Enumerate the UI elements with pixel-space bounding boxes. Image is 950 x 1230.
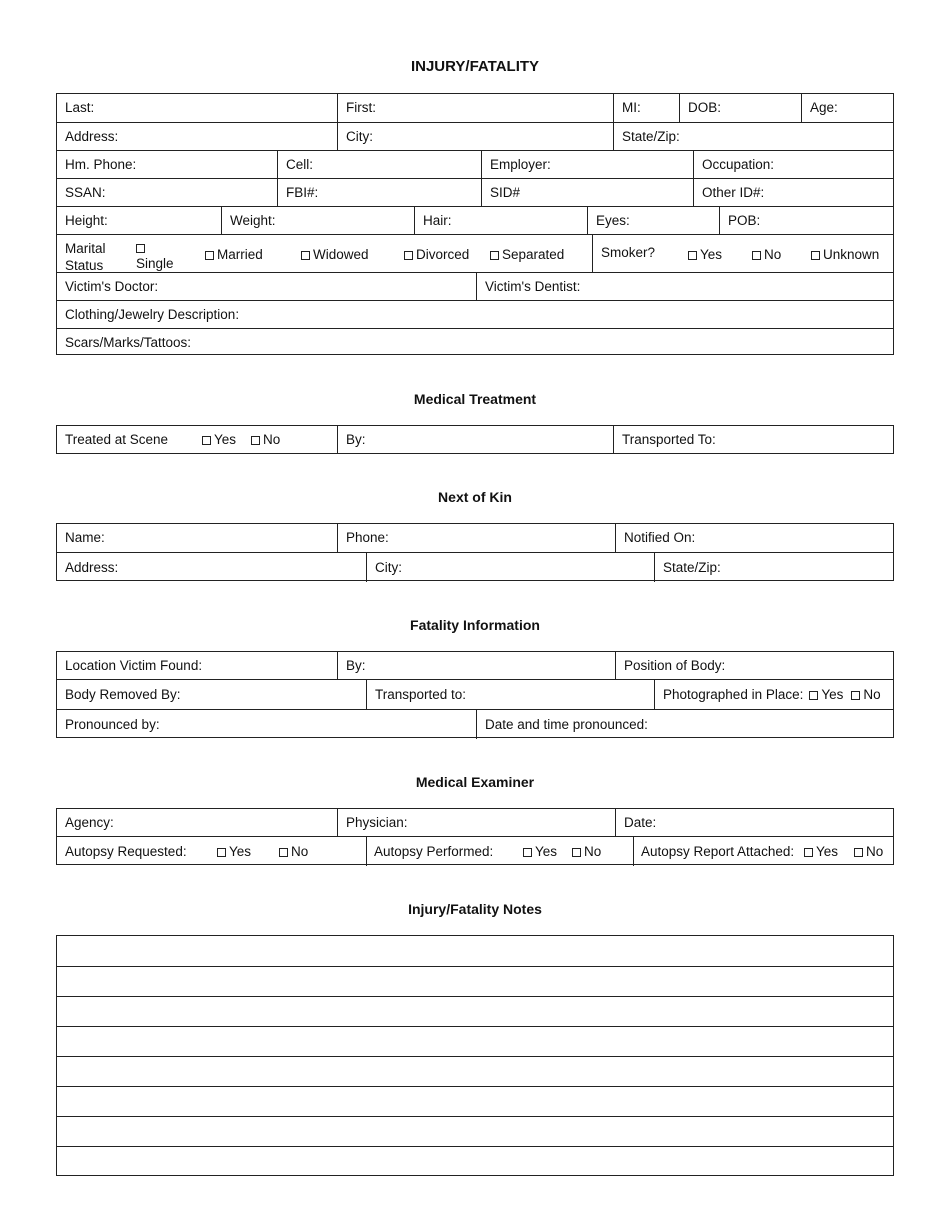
- scars-field[interactable]: [57, 329, 895, 356]
- sid-number-label: SID#: [490, 185, 521, 201]
- kin-address-field[interactable]: [57, 553, 366, 582]
- marital-single-checkbox[interactable]: [136, 241, 145, 255]
- medical-treatment-heading: Medical Treatment: [413, 391, 537, 407]
- examiner-row-2: [57, 836, 893, 866]
- marital-status-label: Marital Status: [65, 241, 106, 273]
- marital-single-label: Single: [136, 256, 174, 271]
- next-of-kin-row-2: [57, 552, 893, 582]
- examiner-divider-2: [633, 837, 634, 866]
- weight-field[interactable]: [221, 207, 414, 235]
- other-id-field[interactable]: [693, 179, 895, 207]
- autopsy-requested-yes-checkbox[interactable]: Yes: [217, 845, 251, 859]
- ssan-label: SSAN:: [65, 185, 106, 201]
- checkbox-icon: [490, 251, 499, 260]
- clothing-field[interactable]: [57, 301, 895, 329]
- notes-line[interactable]: [57, 996, 893, 1027]
- fatality-info-table: [56, 651, 894, 738]
- eyes-label: Eyes:: [596, 213, 630, 229]
- notes-line[interactable]: [57, 966, 893, 997]
- examiner-date-label: Date:: [624, 814, 657, 830]
- sid-number-field[interactable]: [481, 179, 693, 207]
- medical-examiner-table: [56, 808, 894, 865]
- page-title: INJURY/FATALITY: [410, 58, 540, 75]
- treated-no-checkbox[interactable]: No: [251, 433, 280, 447]
- kin-name-field[interactable]: [57, 524, 337, 552]
- victim-row-marital: [57, 234, 893, 273]
- first-name-field[interactable]: [337, 94, 613, 122]
- marital-divider: [592, 235, 593, 273]
- fatality-row-1: [57, 652, 893, 679]
- found-by-field[interactable]: [337, 652, 615, 679]
- photographed-label: Photographed in Place:: [663, 687, 804, 703]
- physician-field[interactable]: [337, 809, 615, 836]
- examiner-divider-1: [366, 837, 367, 866]
- checkbox-icon: [202, 436, 211, 445]
- photographed-yes-checkbox[interactable]: Yes: [809, 688, 843, 702]
- checkbox-icon: [404, 251, 413, 260]
- other-id-label: Other ID#:: [702, 185, 765, 201]
- occupation-label: Occupation:: [702, 157, 775, 173]
- address-field[interactable]: [57, 123, 337, 151]
- notes-line[interactable]: [57, 1086, 893, 1117]
- autopsy-requested-no-checkbox[interactable]: No: [279, 845, 308, 859]
- kin-name-label: Name:: [65, 530, 105, 546]
- checkbox-icon: [251, 436, 260, 445]
- fatality-row-3: [57, 709, 893, 739]
- kin-city-field[interactable]: [366, 553, 654, 582]
- weight-label: Weight:: [230, 213, 276, 229]
- checkbox-icon: [572, 848, 581, 857]
- checkbox-icon: [205, 251, 214, 260]
- photographed-field: [654, 680, 895, 710]
- last-name-field[interactable]: [57, 94, 337, 122]
- notes-heading: Injury/Fatality Notes: [408, 901, 542, 917]
- body-removed-by-label: Body Removed By:: [65, 687, 181, 703]
- next-of-kin-row-1: [57, 524, 893, 552]
- checkbox-icon: [804, 848, 813, 857]
- cell-phone-label: Cell:: [286, 157, 314, 173]
- victim-dentist-field[interactable]: [476, 273, 895, 301]
- address-label: Address:: [65, 129, 119, 145]
- checkbox-icon: [301, 251, 310, 260]
- fatality-info-heading: Fatality Information: [410, 617, 540, 633]
- treated-by-field[interactable]: [337, 426, 613, 453]
- position-of-body-field[interactable]: [615, 652, 895, 679]
- kin-notified-on-field[interactable]: [615, 524, 895, 552]
- marital-separated-checkbox[interactable]: Separated: [490, 248, 564, 262]
- physician-label: Physician:: [346, 814, 408, 830]
- kin-address-label: Address:: [65, 559, 119, 575]
- transported-to-field[interactable]: [613, 426, 895, 453]
- agency-field[interactable]: [57, 809, 337, 836]
- kin-phone-field[interactable]: [337, 524, 615, 552]
- transported-to-label: Transported To:: [622, 431, 716, 447]
- kin-city-label: City:: [375, 559, 402, 575]
- autopsy-performed-yes-checkbox[interactable]: Yes: [523, 845, 557, 859]
- hair-field[interactable]: [414, 207, 587, 235]
- smoker-unknown-checkbox[interactable]: Unknown: [811, 248, 879, 262]
- autopsy-performed-label: Autopsy Performed:: [374, 844, 494, 859]
- city-field[interactable]: [337, 123, 613, 151]
- first-name-label: First:: [346, 100, 376, 116]
- treated-yes-checkbox[interactable]: Yes: [202, 433, 236, 447]
- agency-label: Agency:: [65, 814, 114, 830]
- marital-divorced-checkbox[interactable]: Divorced: [404, 248, 469, 262]
- checkbox-icon: [851, 691, 860, 700]
- pronounced-by-field[interactable]: [57, 710, 476, 739]
- checkbox-icon: [688, 251, 697, 260]
- hair-label: Hair:: [423, 213, 452, 229]
- marital-married-checkbox[interactable]: Married: [205, 248, 263, 262]
- notes-line[interactable]: [57, 1146, 893, 1176]
- autopsy-requested-label: Autopsy Requested:: [65, 844, 187, 859]
- dob-field[interactable]: [679, 94, 801, 122]
- victim-row-phone: [57, 150, 893, 179]
- state-zip-label: State/Zip:: [622, 129, 680, 145]
- victim-doctor-field[interactable]: [57, 273, 476, 301]
- body-removed-by-field[interactable]: [57, 680, 366, 710]
- examiner-date-field[interactable]: [615, 809, 895, 836]
- pronounced-by-label: Pronounced by:: [65, 716, 160, 732]
- smoker-yes-checkbox[interactable]: Yes: [688, 248, 722, 262]
- next-of-kin-heading: Next of Kin: [438, 489, 512, 505]
- notes-table: [56, 935, 894, 1176]
- checkbox-icon: [811, 251, 820, 260]
- employer-field[interactable]: [481, 151, 693, 179]
- kin-phone-label: Phone:: [346, 530, 389, 546]
- next-of-kin-table: [56, 523, 894, 581]
- autopsy-report-yes-checkbox[interactable]: Yes: [804, 845, 838, 859]
- fatality-row-2: [57, 679, 893, 710]
- location-found-field[interactable]: [57, 652, 337, 679]
- victim-row-name: [57, 94, 893, 122]
- height-field[interactable]: [57, 207, 221, 235]
- mi-label: MI:: [622, 100, 641, 116]
- medical-examiner-heading: Medical Examiner: [415, 774, 535, 790]
- pob-label: POB:: [728, 213, 761, 229]
- body-transported-to-label: Transported to:: [375, 687, 467, 703]
- victim-info-table: [56, 93, 894, 355]
- smoker-no-checkbox[interactable]: No: [752, 248, 781, 262]
- location-found-label: Location Victim Found:: [65, 657, 203, 673]
- victim-row-doctor: [57, 272, 893, 301]
- occupation-field[interactable]: [693, 151, 895, 179]
- kin-state-zip-label: State/Zip:: [663, 559, 721, 575]
- victim-row-physical: [57, 206, 893, 235]
- checkbox-icon: [279, 848, 288, 857]
- victim-dentist-label: Victim's Dentist:: [485, 279, 581, 295]
- city-label: City:: [346, 129, 373, 145]
- kin-notified-on-label: Notified On:: [624, 530, 696, 546]
- height-label: Height:: [65, 213, 108, 229]
- examiner-row-1: [57, 809, 893, 836]
- treated-by-label: By:: [346, 431, 366, 447]
- smoker-label: Smoker?: [601, 245, 656, 260]
- last-name-label: Last:: [65, 100, 95, 116]
- victim-doctor-label: Victim's Doctor:: [65, 279, 159, 295]
- checkbox-icon: [752, 251, 761, 260]
- kin-state-zip-field[interactable]: [654, 553, 895, 582]
- victim-row-scars: [57, 328, 893, 356]
- autopsy-report-no-checkbox[interactable]: No: [854, 845, 883, 859]
- home-phone-label: Hm. Phone:: [65, 157, 137, 173]
- date-time-pronounced-field[interactable]: [476, 710, 895, 739]
- fbi-number-label: FBI#:: [286, 185, 319, 201]
- fbi-number-field[interactable]: [277, 179, 481, 207]
- medical-treatment-table: [56, 425, 894, 454]
- date-time-pronounced-label: Date and time pronounced:: [485, 716, 648, 732]
- age-label: Age:: [810, 100, 838, 116]
- body-transported-to-field[interactable]: [366, 680, 654, 710]
- autopsy-performed-no-checkbox[interactable]: No: [572, 845, 601, 859]
- employer-label: Employer:: [490, 157, 551, 173]
- victim-row-ids: [57, 178, 893, 207]
- notes-line[interactable]: [57, 936, 893, 966]
- cell-phone-field[interactable]: [277, 151, 481, 179]
- ssan-field[interactable]: [57, 179, 277, 207]
- mi-field[interactable]: [613, 94, 679, 122]
- notes-line[interactable]: [57, 1026, 893, 1057]
- dob-label: DOB:: [688, 100, 722, 116]
- treated-at-scene-label: Treated at Scene: [65, 432, 169, 447]
- victim-row-clothing: [57, 300, 893, 329]
- age-field[interactable]: [801, 94, 895, 122]
- checkbox-icon: [136, 244, 145, 253]
- found-by-label: By:: [346, 657, 366, 673]
- notes-line[interactable]: [57, 1116, 893, 1147]
- victim-row-address: [57, 122, 893, 151]
- notes-line[interactable]: [57, 1056, 893, 1087]
- marital-widowed-checkbox[interactable]: Widowed: [301, 248, 369, 262]
- photographed-no-checkbox[interactable]: No: [851, 688, 880, 702]
- state-zip-field[interactable]: [613, 123, 895, 151]
- eyes-field[interactable]: [587, 207, 719, 235]
- checkbox-icon: [523, 848, 532, 857]
- home-phone-field[interactable]: [57, 151, 277, 179]
- pob-field[interactable]: [719, 207, 895, 235]
- checkbox-icon: [217, 848, 226, 857]
- checkbox-icon: [809, 691, 818, 700]
- position-of-body-label: Position of Body:: [624, 657, 726, 673]
- autopsy-report-label: Autopsy Report Attached:: [641, 844, 795, 859]
- checkbox-icon: [854, 848, 863, 857]
- medical-treatment-row: [57, 426, 893, 453]
- clothing-label: Clothing/Jewelry Description:: [65, 307, 240, 323]
- scars-label: Scars/Marks/Tattoos:: [65, 334, 192, 350]
